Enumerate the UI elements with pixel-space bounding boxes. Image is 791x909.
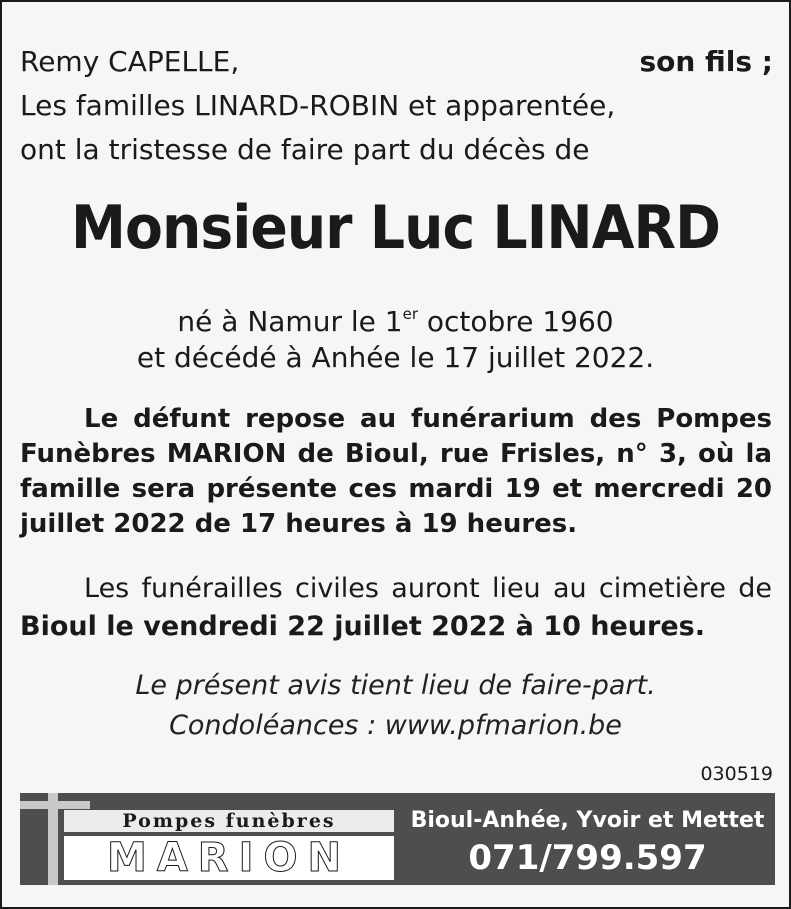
announcement-intro: ont la tristesse de faire part du décès de: [20, 133, 590, 166]
logo-tagline: Pompes funèbres: [64, 810, 394, 832]
deceased-name: Monsieur Luc LINARD: [70, 193, 721, 263]
logo-brand: MARION: [64, 836, 394, 880]
family-member-name: Remy CAPELLE,: [20, 45, 240, 78]
cross-bar: [20, 801, 90, 809]
condolences-line: Condoléances : www.pfmarion.be: [169, 710, 622, 741]
service-locations: Bioul-Anhée, Yvoir et Mettet: [410, 808, 765, 833]
birth-info: [0, 304, 791, 340]
family-names: Les familles LINARD-ROBIN et apparentée,: [20, 89, 616, 122]
funeral-home-logo: [64, 810, 394, 881]
funeral-home-banner: [20, 793, 775, 885]
phone-number: 071/799.597: [468, 838, 707, 878]
birth-suffix: octobre 1960: [418, 305, 614, 338]
death-info: et décédé à Anhée le 17 juillet 2022.: [136, 341, 655, 374]
funeral-paragraph: [20, 570, 772, 646]
birth-ordinal: er: [402, 305, 418, 323]
funeral-date: Bioul le vendredi 22 juillet 2022 à 10 heures.: [20, 611, 705, 642]
repose-paragraph: Le défunt repose au funérarium des Pompes Funèbres MARION de Bioul, rue Frisles, n° 3, où la famille sera présente ces mardi 19 et mercredi 20 juillet 2022 de 17 heures à 19 heures.: [20, 404, 772, 539]
notice-line: Le présent avis tient lieu de faire-part.: [135, 670, 656, 701]
birth-prefix: né à Namur le 1: [177, 305, 403, 338]
contact-block: [400, 793, 775, 885]
reference-number: 030519: [700, 763, 773, 785]
family-relation: son fils ;: [639, 45, 773, 78]
funeral-text: Les funérailles civiles auront lieu au cimetière de: [84, 573, 772, 604]
